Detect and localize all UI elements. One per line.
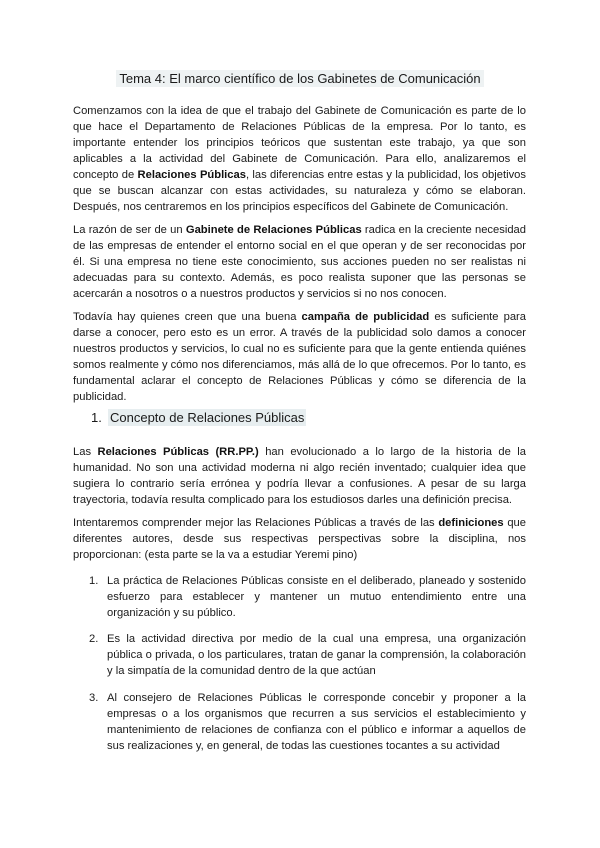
history-text-a: Las — [73, 446, 98, 458]
history-text-b: han evolucionado a lo largo de la historia de la humanidad. No son una actividad moderna ni algo recién inventado; cualquier idea que sugiera lo contrario sería errónea y podría llevar a confusiones. A pesar de su larga trayectoria, todavía resulta complicado para los estudiosos darles una definición precisa. — [73, 446, 526, 506]
intro-paragraph — [73, 103, 526, 215]
definitions-intro-bold-term: definiciones — [438, 517, 504, 529]
section-heading — [91, 409, 306, 427]
section-heading-text: Concepto de Relaciones Públicas — [110, 410, 305, 425]
document-title — [0, 70, 600, 88]
section-heading-number: 1. — [91, 410, 102, 425]
reason-bold-term: Gabinete de Relaciones Públicas — [185, 224, 362, 236]
reason-paragraph — [73, 222, 526, 302]
advertising-text-b: es suficiente para darse a conocer, pero esto es un error. A través de la publicidad solo damos a conocer nuestros productos y servicios, lo cual no es suficiente para que la gente entienda quiénes somos realmente y cómo nos diferenciamos, más allá de lo que ofrecemos. Por lo tanto, es fundamental aclarar el concepto de Relaciones Públicas y cómo se diferencia de la publicidad. — [73, 311, 527, 403]
definitions-intro-paragraph — [73, 515, 526, 563]
definitions-intro-text-a: Intentaremos comprender mejor las Relaciones Públicas a través de las — [73, 517, 439, 529]
document-title-text: Tema 4: El marco científico de los Gabinetes de Comunicación — [116, 70, 483, 87]
reason-text-a: La razón de ser de un — [73, 224, 186, 236]
advertising-text-a: Todavía hay quienes creen que una buena — [73, 311, 302, 323]
intro-text-a: Comenzamos con la idea de que el trabajo del Gabinete de Comunicación es parte de lo que hace el Departamento de Relaciones Públicas de la empresa. Por lo tanto, es importante entender los principios teóricos que sustentan este trabajo, ya que son aplicables a la actividad del Gabinete de Comunicación. Para ello, analizaremos el concepto de — [73, 105, 526, 181]
definition-number: 3. — [89, 692, 99, 704]
advertising-paragraph — [73, 309, 526, 405]
definition-text: Es la actividad directiva por medio de la cual una empresa, una organización pública o privada, o los particulares, tratan de ganar la comprensión, la colaboración y la simpatía de la comunidad dentro de la que actúan — [107, 633, 526, 677]
definitions-intro-text-b: que diferentes autores, desde sus respectivas perspectivas sobre la disciplina, nos proporcionan: (esta parte se la va a estudiar Yeremi pino) — [73, 517, 526, 561]
definition-number: 1. — [89, 575, 99, 587]
intro-text-b: , las diferencias entre estas y la publicidad, los objetivos que se buscan alcanzar con estas actividades, su naturaleza y cómo se elaboran. Después, nos centraremos en los principios específicos del Gabinete de Comunicación. — [73, 169, 526, 213]
reason-text-b: radica en la creciente necesidad de las empresas de entender el entorno social en el que operan y de ser reconocidas por él. Si una empresa no tiene este conocimiento, sus acciones pueden no ser realistas ni adecuadas para su contexto. Además, es poco realista suponer que las personas se acercarán a nosotros o a nuestros productos y servicios si no nos conocen. — [73, 224, 526, 300]
history-paragraph — [73, 444, 526, 508]
definition-text: La práctica de Relaciones Públicas consiste en el deliberado, planeado y sostenido esfuerzo para establecer y mantener un mutuo entendimiento entre una organización y su público. — [107, 575, 526, 619]
definition-text: Al consejero de Relaciones Públicas le corresponde concebir y proponer a la empresas o a los organismos que recurren a sus servicios el establecimiento y mantenimiento de relaciones de confianza con el público e informar a aquellos de sus realizaciones y, en general, de todas las cuestiones tocantes a su actividad — [107, 692, 526, 752]
advertising-bold-term: campaña de publicidad — [301, 311, 430, 323]
intro-bold-term: Relaciones Públicas — [137, 169, 246, 181]
definition-number: 2. — [89, 633, 99, 645]
history-bold-term: Relaciones Públicas (RR.PP.) — [97, 446, 259, 458]
